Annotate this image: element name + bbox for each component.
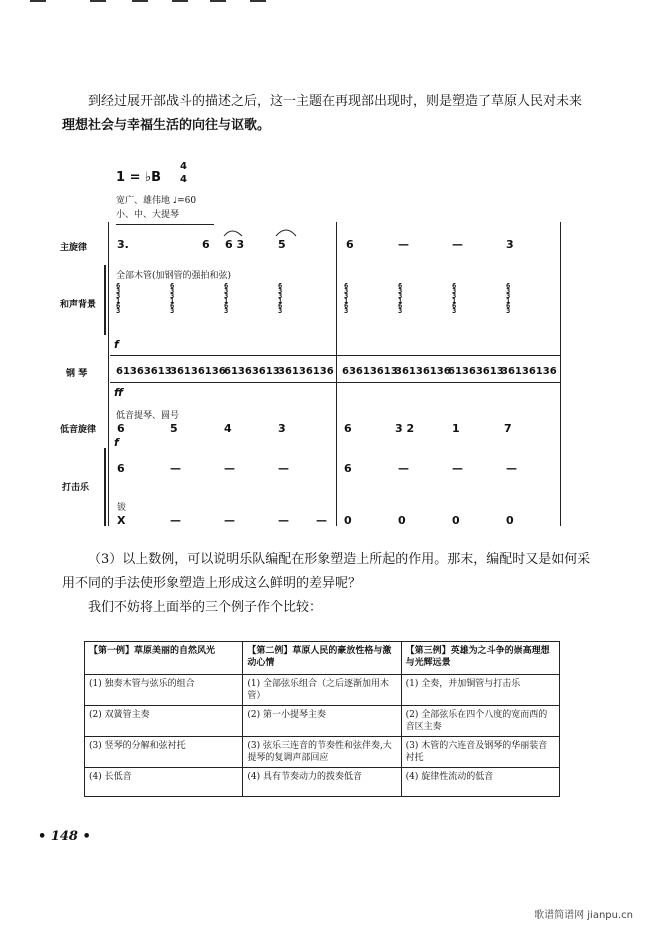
table-cell: (1) 全部弦乐组合（之后逐渐加用木管） (243, 675, 401, 706)
time-signature-bottom: 4 (180, 174, 187, 185)
harmony-chord: 6 3 3 1 6 3 (116, 282, 121, 315)
melody-note: — (398, 238, 409, 251)
piano-group: 61363613 (116, 366, 172, 377)
melody-note: 3 (506, 238, 514, 251)
comparison-table (84, 641, 560, 797)
perc-note: — (278, 514, 289, 527)
table-cell: (2) 第一小提琴主奏 (243, 706, 401, 737)
table-cell: (3) 弦乐三连音的节奏性和弦伴奏,大提琴的复调声部回应 (243, 737, 401, 768)
bass-melody-note: 7 (504, 422, 512, 435)
perc-note: 0 (398, 514, 406, 527)
harmony-chord: 6 3 3 1 6 3 (506, 282, 511, 315)
section-line-3: 我们不妨将上面举的三个例子作个比较： (88, 600, 323, 615)
perc-note: 0 (506, 514, 514, 527)
harmony-bracket (104, 265, 106, 335)
system-right-barline (560, 222, 561, 526)
harmony-chord: 6 3 3 1 6 3 (398, 282, 403, 315)
piano-group: 36136136 (170, 366, 226, 377)
perc-note: — (224, 514, 235, 527)
table-header-cell: 【第二例】草原人民的豪放性格与激动心情 (243, 642, 401, 675)
melody-slurs (200, 222, 300, 238)
bass-dynamic-f: f (114, 436, 119, 449)
middle-barline (336, 222, 337, 526)
bass-melody-note: 3 (278, 422, 286, 435)
harmony-note: 全部木管(加钢管的强拍和弦) (116, 271, 232, 281)
harmony-chord: 6 3 3 1 6 3 (170, 282, 175, 315)
section-line-2: 用不同的手法使形象塑造上形成这么鲜明的差异呢？ (62, 576, 362, 591)
key-signature: 1 = ♭B (116, 170, 162, 185)
table-header-row (85, 642, 560, 675)
piano-group: 36136136 (278, 366, 334, 377)
label-bass: 低音旋律 (60, 425, 97, 435)
harmony-chord: 6 3 3 1 6 3 (224, 282, 229, 315)
table-cell: (3) 竖琴的分解和弦衬托 (85, 737, 243, 768)
table-header-cell: 【第三例】英雄为之斗争的崇高理想与光辉远景 (401, 642, 559, 675)
section-line-1: （3）以上数例，可以说明乐队编配在形象塑造上所起的作用。那末，编配时又是如何采 (88, 552, 591, 567)
melody-note: — (452, 238, 463, 251)
system-left-barline (108, 222, 109, 526)
piano-group: 61363613 (224, 366, 280, 377)
piano-group: 36136136 (395, 366, 451, 377)
label-percussion: 打击乐 (62, 483, 90, 493)
instrument-note: 小、中、大提琴 (116, 210, 180, 220)
perc-bracket (104, 448, 106, 526)
piano-group: 61363613 (448, 366, 504, 377)
dynamic-ff: ff (114, 386, 124, 399)
bass-melody-note: 6 (344, 422, 352, 435)
tempo-marking: 宽广、雄伟地 ♩=60 (116, 196, 197, 206)
bass-melody-note: 6 (117, 422, 125, 435)
page-number: • 148 • (38, 829, 91, 844)
table-cell: (1) 独奏木管与弦乐的组合 (85, 675, 243, 706)
perc-note: — (170, 462, 181, 475)
perc-note: — (170, 514, 181, 527)
site-watermark: 歌谱简谱网 jianpu.cn (534, 910, 633, 921)
perc-note: — (316, 514, 327, 527)
label-piano: 钢 琴 (66, 369, 88, 379)
melody-note: 3. (117, 238, 129, 251)
perc-label-x: X (117, 514, 126, 527)
harmony-chord: 6 3 3 1 6 3 (278, 282, 283, 315)
perc-note: 6 (344, 462, 352, 475)
intro-line-1: 到经过展开部战斗的描述之后，这一主题在再现部出现时，则是塑造了草原人民对未来 (88, 94, 583, 109)
table-row (85, 737, 560, 768)
melody-note: 5 (278, 238, 286, 251)
perc-note: — (452, 462, 463, 475)
perc-note: 0 (452, 514, 460, 527)
time-signature-top: 4 (180, 161, 187, 172)
table-row (85, 706, 560, 737)
table-cell: (2) 全部弦乐在四个八度的宽而西的音区主奏 (401, 706, 559, 737)
bass-melody-note: 3 2 (395, 422, 415, 435)
piano-group: 36136136 (501, 366, 557, 377)
table-cell: (4) 旋律性流动的低音 (401, 768, 559, 797)
table-row (85, 675, 560, 706)
intro-line-2: 理想社会与幸福生活的向往与讴歌。 (62, 118, 271, 133)
melody-note: 6 (346, 238, 354, 251)
perc-note: — (398, 462, 409, 475)
bass-melody-note: 1 (452, 422, 460, 435)
bass-melody-note: 4 (224, 422, 232, 435)
perc-note: — (506, 462, 517, 475)
dynamic-f: f (114, 338, 119, 351)
perc-label-cymbal: 钹 (117, 503, 127, 513)
melody-note: 6 (202, 238, 210, 251)
bass-melody-note: 5 (170, 422, 178, 435)
piano-group: 63613613 (342, 366, 398, 377)
table-cell: (1) 全奏，并加铜管与打击乐 (401, 675, 559, 706)
table-cell: (3) 木管的六连音及钢琴的华丽装音衬托 (401, 737, 559, 768)
piano-staff-top (110, 355, 560, 356)
harmony-chord: 6 3 3 1 6 3 (452, 282, 457, 315)
label-harmony: 和声背景 (60, 300, 97, 310)
table-cell: (2) 双簧管主奏 (85, 706, 243, 737)
piano-staff-bottom (110, 382, 560, 383)
table-cell: (4) 长低音 (85, 768, 243, 797)
bass-note: 低音提琴、圆号 (116, 411, 180, 421)
perc-note: 6 (117, 462, 125, 475)
table-row (85, 768, 560, 797)
table-cell: (4) 具有节奏动力的拨奏低音 (243, 768, 401, 797)
harmony-chord: 6 3 3 1 6 3 (344, 282, 349, 315)
perc-note: — (278, 462, 289, 475)
melody-note: 6 3 (225, 238, 245, 251)
label-melody: 主旋律 (60, 243, 88, 253)
table-header-cell: 【第一例】草原美丽的自然风光 (85, 642, 243, 675)
perc-note: — (224, 462, 235, 475)
perc-note: 0 (344, 514, 352, 527)
